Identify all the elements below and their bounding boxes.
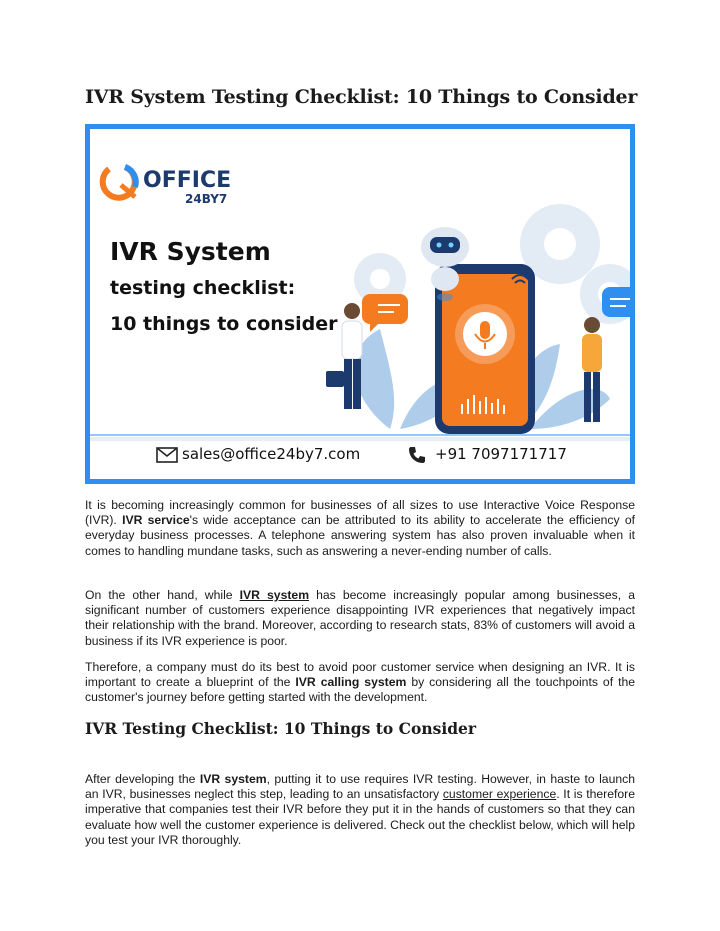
p1-text2: 's wide acceptance can be attributed to its ability to accelerate the efficiency of everyday business processes. A telephone answering system has also proven invaluable when it comes to handling mundane tasks, such as answering a never-ending number of calls. [85, 513, 635, 558]
p2-text2: has become increasingly popular among businesses, a significant number of customers experience disappointing IVR experiences that negatively impact their relationship with the brand. Moreover, according to research stats, 83% of customers will avoid a business if its IVR experience is poor. [85, 588, 635, 648]
logo-word: OFFICE [143, 168, 232, 193]
hero-banner [85, 124, 635, 484]
ivr-system-link[interactable]: IVR system [239, 588, 310, 602]
p4-text3: . It is therefore imperative that companies test their IVR before they put it in the hands of customers so that they can evaluate how well the customer experience is delivered. Check out the checklist below, which will help you test your IVR thoroughly. [85, 787, 635, 847]
contact-email: sales@office24by7.com [182, 445, 361, 463]
p4-bold-ivr-system: IVR system [199, 772, 267, 786]
phone-icon [408, 446, 426, 464]
logo-sub: 24BY7 [185, 192, 228, 206]
paragraph-blueprint [85, 660, 635, 706]
p3-text1: Therefore, a company must do its best to avoid poor customer service when designing an IVR. It is important to create a blueprint of the [85, 660, 635, 690]
p4-text2: , putting it to use requires IVR testing. However, in haste to launch an IVR, businesses neglect this step, leading to an unsatisfactory [85, 772, 635, 802]
banner-heading [110, 234, 338, 342]
p4-text1: After developing the [85, 772, 196, 786]
p1-text1: It is becoming increasingly common for businesses of all sizes to use Interactive Voice Response (IVR). [85, 498, 635, 528]
customer-experience-link[interactable]: customer experience [442, 787, 557, 802]
contact-phone: +91 7097171717 [435, 445, 567, 463]
chat-bubble-right-icon [602, 287, 630, 317]
section-heading: IVR Testing Checklist: 10 Things to Consider [85, 719, 477, 738]
p3-text2: by considering all the touchpoints of the customer's journey before getting started with the development. [85, 675, 636, 705]
p3-bold-ivr-calling-system: IVR calling system [295, 675, 407, 690]
banner-inner [90, 129, 630, 479]
p1-bold-ivr-service: IVR service [122, 513, 190, 528]
banner-heading-line1: IVR System [110, 237, 271, 266]
page-title: IVR System Testing Checklist: 10 Things to Consider [85, 86, 638, 108]
paragraph-testing [85, 772, 635, 848]
paragraph-experience [85, 588, 635, 649]
p2-text1: On the other hand, while [85, 588, 233, 602]
envelope-icon [156, 447, 178, 463]
banner-heading-line2: testing checklist: [110, 277, 296, 299]
banner-heading-line3: 10 things to consider [110, 313, 338, 335]
paragraph-intro [85, 498, 635, 559]
chat-bubble-icon [362, 294, 408, 332]
office24by7-logo [95, 153, 245, 213]
contact-strip [90, 433, 630, 479]
